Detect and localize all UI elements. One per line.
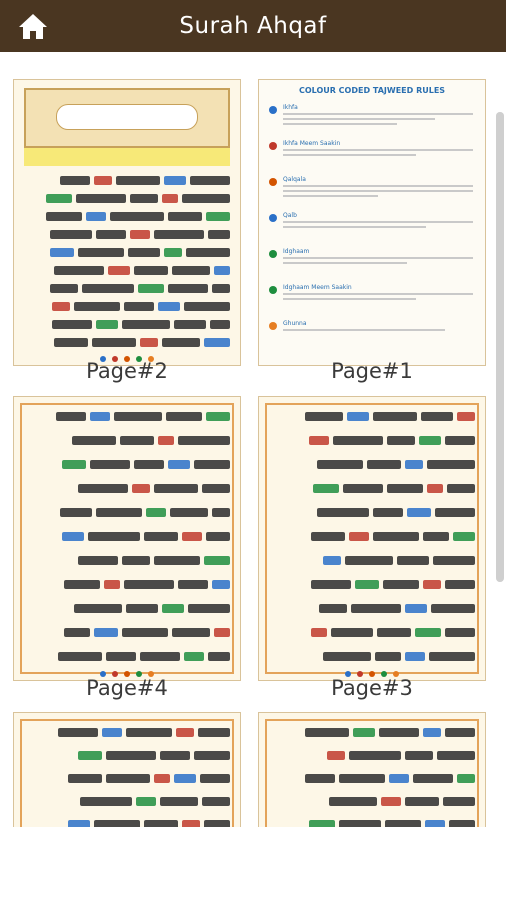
page-label-2: Page#2 (86, 359, 168, 383)
page-label-3: Page#3 (331, 676, 413, 700)
page-thumbnail-6[interactable] (13, 712, 241, 827)
page-thumbnail-5[interactable] (258, 712, 486, 827)
tajweed-rule (269, 248, 475, 280)
page-thumbnail-2[interactable] (13, 79, 241, 366)
tajweed-rule-name: Idghaam Meem Saakin (283, 284, 352, 291)
tajweed-rule-name: Ghunna (283, 320, 307, 327)
quran-text-lines (24, 172, 230, 351)
page-grid[interactable] (0, 52, 506, 827)
page-thumbnail-4[interactable] (13, 396, 241, 681)
page-label-4: Page#4 (86, 676, 168, 700)
tajweed-rule-name: Qalb (283, 212, 297, 219)
quran-text-lines (269, 407, 475, 666)
tajweed-rule (269, 212, 475, 244)
tajweed-rule (269, 140, 475, 172)
tajweed-rule (269, 284, 475, 316)
tajweed-rule-name: Qalqala (283, 176, 306, 183)
page-thumbnail-3[interactable] (258, 396, 486, 681)
bottom-blank-area (0, 827, 506, 900)
page-thumbnail-1[interactable] (258, 79, 486, 366)
tajweed-rule (269, 176, 475, 208)
app-bar (0, 0, 506, 52)
tajweed-rule (269, 104, 475, 136)
quran-text-lines (24, 723, 230, 827)
tajweed-rule-name: Ikhfa (283, 104, 298, 111)
quran-text-lines (269, 723, 475, 827)
tajweed-rule-name: Ikhfa Meem Saakin (283, 140, 341, 147)
tajweed-rule-name: Idghaam (283, 248, 310, 255)
page-label-1: Page#1 (331, 359, 413, 383)
highlighted-line (24, 148, 230, 166)
tajweed-rule (269, 320, 475, 352)
scrollbar-thumb[interactable] (496, 112, 504, 582)
page-title: Surah Ahqaf (179, 13, 327, 39)
quran-text-lines (24, 407, 230, 666)
surah-header-ornament (24, 88, 230, 148)
tajweed-title: COLOUR CODED TAJWEED RULES (298, 86, 446, 95)
scrollbar-track[interactable] (496, 112, 504, 582)
